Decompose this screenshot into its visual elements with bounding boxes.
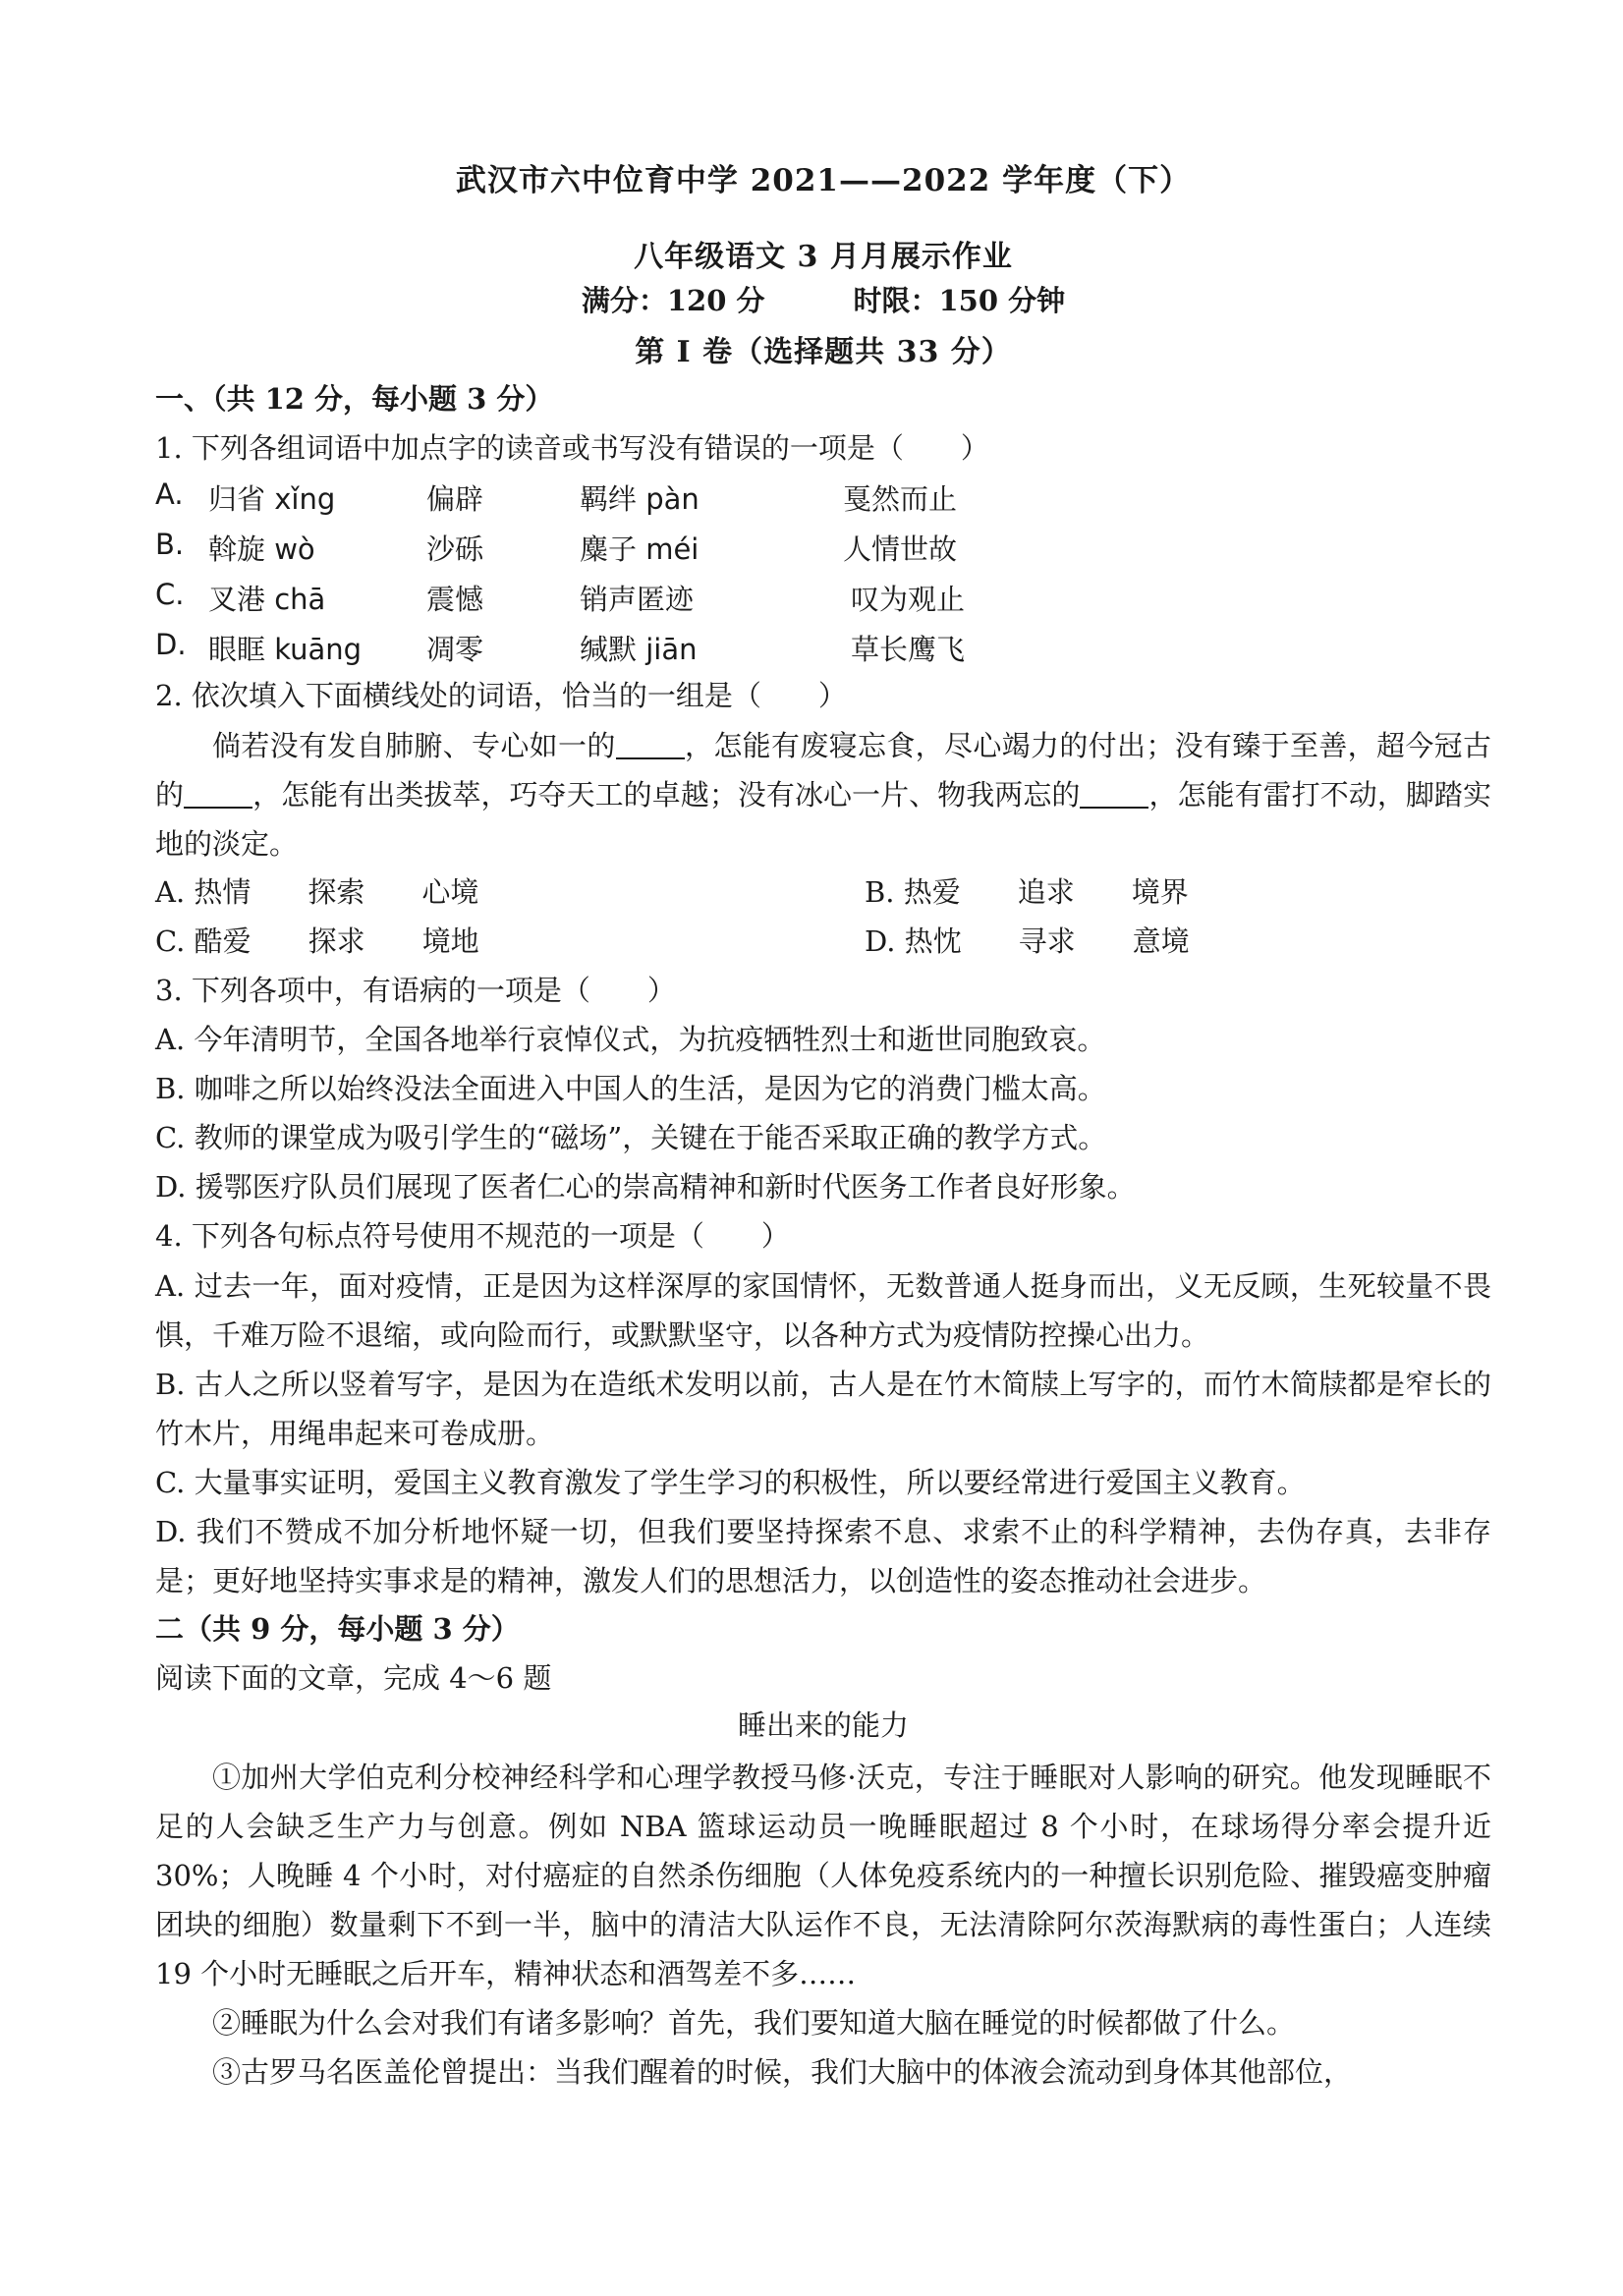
section2-heading: 二（共 9 分，每小题 3 分） — [155, 1612, 520, 1646]
q1-stem: 1. 下列各组词语中加点字的读音或书写没有错误的一项是（ ） — [155, 431, 989, 465]
fill-blank[interactable] — [616, 729, 685, 759]
q2-passage-part: ，怎能有废寝忘食，尽心竭力的付出；没有臻于至善，超今冠古的 — [155, 729, 1491, 812]
q2-option-d: D. 热忱 寻求 意境 — [865, 924, 1190, 958]
fill-blank[interactable] — [184, 778, 252, 809]
option-word-1: 归省 xǐng — [208, 482, 336, 516]
q3-option-d: D. 援鄂医疗队员们展现了医者仁心的崇高精神和新时代医务工作者良好形象。 — [155, 1170, 1136, 1204]
q2-passage — [155, 721, 1491, 868]
exam-title: 武汉市六中位育中学 2021——2022 学年度（下） — [455, 163, 1192, 198]
section2-instruction: 阅读下面的文章，完成 4～6 题 — [155, 1661, 552, 1695]
q4-option-d: D. 我们不赞成不加分析地怀疑一切，但我们要坚持探索不息、求索不止的科学精神，去伪存真，去非存是；更好地坚持实事求是的精神，激发人们的思想活力，以创造性的姿态推动社会进步。 — [155, 1515, 1491, 1597]
q2-stem: 2. 依次填入下面横线处的词语，恰当的一组是（ ） — [155, 679, 847, 712]
q4-option-a: A. 过去一年，面对疫情，正是因为这样深厚的家国情怀，无数普通人挺身而出，义无反顾，生死较量不畏惧，千难万险不退缩，或向险而行，或默默坚守，以各种方式为疫情防控操心出力。 — [155, 1269, 1491, 1352]
fill-blank[interactable] — [1080, 778, 1148, 809]
exam-subtitle: 八年级语文 3 月月展示作业 — [634, 240, 1013, 274]
option-word-2: 震憾 — [426, 583, 484, 616]
q2-passage-part: 倘若没有发自肺腑、专心如一的 — [212, 729, 616, 762]
q4-stem: 4. 下列各句标点符号使用不规范的一项是（ ） — [155, 1219, 790, 1253]
q2-option-b: B. 热爱 追求 境界 — [865, 875, 1189, 909]
q2-passage-part: ，怎能有雷打不动，脚踏实地的淡定。 — [155, 778, 1491, 861]
option-word-4: 人情世故 — [843, 532, 958, 566]
option-word-1: 叉港 chā — [208, 583, 326, 616]
q2-option-c: C. 酷爱 探求 境地 — [155, 924, 479, 958]
option-word-3: 麋子 méi — [580, 532, 700, 566]
option-word-3: 缄默 jiān — [580, 633, 698, 666]
full-score: 满分：120 分 — [581, 284, 765, 317]
option-word-2: 偏辟 — [426, 482, 484, 516]
option-word-1: 斡旋 wò — [208, 532, 315, 566]
article-paragraph-3: ③古罗马名医盖伦曾提出：当我们醒着的时候，我们大脑中的体液会流动到身体其他部位， — [212, 2055, 1353, 2089]
q2-option-a: A. 热情 探索 心境 — [155, 875, 479, 909]
q3-option-a: A. 今年清明节，全国各地举行哀悼仪式，为抗疫牺牲烈士和逝世同胞致哀。 — [155, 1023, 1106, 1056]
q2-passage-part: ，怎能有出类拔萃，巧夺天工的卓越；没有冰心一片、物我两忘的 — [252, 778, 1081, 812]
option-word-4: 叹为观止 — [851, 583, 966, 616]
option-word-3: 销声匿迹 — [580, 583, 695, 616]
q4-option-c: C. 大量事实证明，爱国主义教育激发了学生学习的积极性，所以要经常进行爱国主义教育。 — [155, 1466, 1306, 1499]
option-word-2: 凋零 — [426, 633, 484, 666]
option-letter: D. — [155, 628, 187, 661]
q3-stem: 3. 下列各项中，有语病的一项是（ ） — [155, 974, 676, 1007]
option-letter: B. — [155, 528, 185, 561]
q4-option-b: B. 古人之所以竖着写字，是因为在造纸术发明以前，古人是在竹木简牍上写字的，而竹木简牍都是窄长的竹木片，用绳串起来可卷成册。 — [155, 1368, 1491, 1450]
volume-title: 第 I 卷（选择题共 33 分） — [635, 335, 1012, 369]
time-limit: 时限：150 分钟 — [853, 284, 1066, 317]
exam-meta — [155, 279, 1491, 319]
option-word-3: 羁绊 pàn — [580, 482, 700, 516]
section1-heading: 一、（共 12 分，每小题 3 分） — [155, 382, 554, 416]
option-word-4: 草长鹰飞 — [851, 633, 966, 666]
q3-option-b: B. 咖啡之所以始终没法全面进入中国人的生活，是因为它的消费门槛太高。 — [155, 1072, 1106, 1105]
option-word-2: 沙砾 — [426, 532, 484, 566]
q3-option-c: C. 教师的课堂成为吸引学生的“磁场”，关键在于能否采取正确的教学方式。 — [155, 1121, 1107, 1154]
article-paragraph-2: ②睡眠为什么会对我们有诸多影响？首先，我们要知道大脑在睡觉的时候都做了什么。 — [212, 2006, 1296, 2040]
article-title: 睡出来的能力 — [737, 1708, 909, 1742]
article-paragraph-1: ①加州大学伯克利分校神经科学和心理学教授马修·沃克，专注于睡眠对人影响的研究。他发现睡眠不足的人会缺乏生产力与创意。例如 NBA 篮球运动员一晚睡眠超过 8 个小时，在球场得分率会提升近 30%；人晚睡 4 个小时，对付癌症的自然杀伤细胞（人体免疫系统内的一种擅长识别危险、摧毁癌变肿瘤团块的细胞）数量剩下不到一半，脑中的清洁大队运作不良，无法清除阿尔茨海默病的毒性蛋白；人连续 19 个小时无睡眠之后开车，精神状态和酒驾差不多…… — [155, 1761, 1491, 1990]
option-word-1: 眼眶 kuāng — [208, 633, 363, 666]
option-word-4: 戛然而止 — [843, 482, 958, 516]
option-letter: C. — [155, 578, 185, 611]
option-letter: A. — [155, 477, 184, 511]
